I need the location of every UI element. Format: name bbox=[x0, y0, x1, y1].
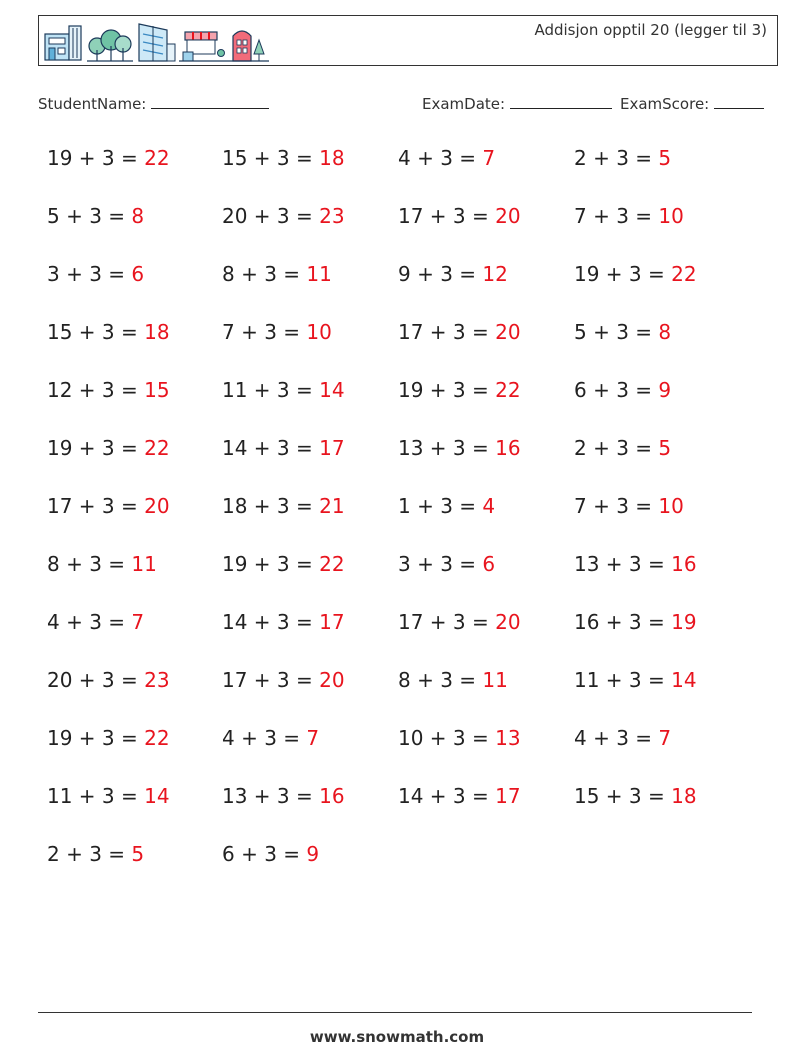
problem-item bbox=[398, 201, 521, 231]
problem-answer: 22 bbox=[144, 436, 170, 460]
problem-item bbox=[398, 665, 508, 695]
problem-answer: 14 bbox=[671, 668, 697, 692]
problem-item bbox=[47, 491, 170, 521]
problem-item bbox=[222, 317, 332, 347]
problem-answer: 16 bbox=[671, 552, 697, 576]
problem-item bbox=[398, 143, 495, 173]
problem-item bbox=[574, 665, 697, 695]
office-tower-icon bbox=[139, 24, 175, 61]
problem-item bbox=[574, 259, 697, 289]
problem-item bbox=[47, 839, 144, 869]
problem-question: 8 + 3 = bbox=[398, 668, 483, 692]
problem-question: 14 + 3 = bbox=[222, 610, 320, 634]
problem-question: 5 + 3 = bbox=[574, 320, 659, 344]
problem-answer: 20 bbox=[495, 320, 521, 344]
problem-question: 15 + 3 = bbox=[222, 146, 320, 170]
problem-item bbox=[222, 607, 345, 637]
problem-question: 19 + 3 = bbox=[47, 436, 145, 460]
problem-item bbox=[47, 723, 170, 753]
problem-question: 7 + 3 = bbox=[574, 204, 659, 228]
problem-question: 15 + 3 = bbox=[47, 320, 145, 344]
problem-item bbox=[398, 781, 521, 811]
problem-item bbox=[398, 723, 521, 753]
problem-answer: 10 bbox=[658, 494, 684, 518]
problem-item bbox=[47, 201, 144, 231]
problem-item bbox=[222, 491, 345, 521]
problem-answer: 20 bbox=[495, 610, 521, 634]
problem-item bbox=[398, 491, 495, 521]
problem-question: 7 + 3 = bbox=[222, 320, 307, 344]
problem-question: 17 + 3 = bbox=[222, 668, 320, 692]
problem-item bbox=[47, 375, 170, 405]
problem-question: 17 + 3 = bbox=[398, 320, 496, 344]
problem-answer: 6 bbox=[482, 552, 496, 576]
worksheet-title: Addisjon opptil 20 (legger til 3) bbox=[534, 21, 767, 39]
problem-answer: 19 bbox=[671, 610, 697, 634]
problem-item bbox=[574, 781, 697, 811]
problem-item bbox=[222, 143, 345, 173]
problem-answer: 16 bbox=[495, 436, 521, 460]
problem-answer: 23 bbox=[144, 668, 170, 692]
problem-item bbox=[398, 259, 508, 289]
problem-question: 3 + 3 = bbox=[398, 552, 483, 576]
problem-question: 19 + 3 = bbox=[574, 262, 672, 286]
problem-question: 5 + 3 = bbox=[47, 204, 132, 228]
problem-item bbox=[222, 839, 319, 869]
building-icon bbox=[45, 26, 81, 60]
problem-item bbox=[222, 549, 345, 579]
problem-question: 14 + 3 = bbox=[398, 784, 496, 808]
problem-question: 17 + 3 = bbox=[398, 204, 496, 228]
problem-question: 17 + 3 = bbox=[398, 610, 496, 634]
problem-item bbox=[222, 259, 332, 289]
phone-booth-icon bbox=[229, 31, 269, 61]
problem-answer: 7 bbox=[482, 146, 496, 170]
problem-item bbox=[574, 549, 697, 579]
problem-question: 6 + 3 = bbox=[574, 378, 659, 402]
problem-answer: 17 bbox=[319, 610, 345, 634]
exam-score-field[interactable] bbox=[620, 94, 764, 113]
problem-answer: 11 bbox=[306, 262, 332, 286]
problem-item bbox=[222, 375, 345, 405]
problem-answer: 7 bbox=[306, 726, 320, 750]
problem-item bbox=[574, 317, 671, 347]
problem-question: 20 + 3 = bbox=[47, 668, 145, 692]
problem-question: 4 + 3 = bbox=[222, 726, 307, 750]
problem-question: 6 + 3 = bbox=[222, 842, 307, 866]
problem-answer: 17 bbox=[319, 436, 345, 460]
problem-question: 11 + 3 = bbox=[47, 784, 145, 808]
problem-item bbox=[398, 375, 521, 405]
problem-answer: 14 bbox=[144, 784, 170, 808]
student-name-label: StudentName: bbox=[38, 95, 147, 113]
problem-answer: 22 bbox=[671, 262, 697, 286]
problem-item bbox=[222, 665, 345, 695]
problem-item bbox=[574, 201, 684, 231]
problem-question: 18 + 3 = bbox=[222, 494, 320, 518]
problem-question: 13 + 3 = bbox=[398, 436, 496, 460]
problem-question: 20 + 3 = bbox=[222, 204, 320, 228]
problem-item bbox=[47, 143, 170, 173]
problem-answer: 9 bbox=[306, 842, 320, 866]
problem-question: 19 + 3 = bbox=[47, 146, 145, 170]
problem-question: 12 + 3 = bbox=[47, 378, 145, 402]
problem-question: 3 + 3 = bbox=[47, 262, 132, 286]
problem-question: 11 + 3 = bbox=[574, 668, 672, 692]
problem-answer: 17 bbox=[495, 784, 521, 808]
problem-answer: 21 bbox=[319, 494, 345, 518]
problem-question: 14 + 3 = bbox=[222, 436, 320, 460]
problem-answer: 5 bbox=[658, 146, 672, 170]
problem-answer: 22 bbox=[144, 146, 170, 170]
problem-item bbox=[222, 781, 345, 811]
student-name-line[interactable] bbox=[151, 94, 269, 109]
problem-item bbox=[398, 607, 521, 637]
problem-answer: 20 bbox=[319, 668, 345, 692]
problem-item bbox=[47, 665, 170, 695]
problem-answer: 22 bbox=[319, 552, 345, 576]
problem-answer: 7 bbox=[131, 610, 145, 634]
problem-question: 7 + 3 = bbox=[574, 494, 659, 518]
problem-item bbox=[574, 433, 671, 463]
problem-answer: 8 bbox=[658, 320, 672, 344]
problem-item bbox=[574, 375, 671, 405]
problem-item bbox=[47, 317, 170, 347]
problem-answer: 16 bbox=[319, 784, 345, 808]
exam-score-label: ExamScore: bbox=[620, 95, 710, 113]
problem-item bbox=[398, 549, 495, 579]
exam-date-label: ExamDate: bbox=[422, 95, 506, 113]
problem-question: 2 + 3 = bbox=[574, 146, 659, 170]
problem-item bbox=[574, 143, 671, 173]
header-icons bbox=[43, 20, 271, 64]
problem-answer: 14 bbox=[319, 378, 345, 402]
problem-answer: 9 bbox=[658, 378, 672, 402]
footer-divider bbox=[38, 1012, 752, 1013]
problem-question: 2 + 3 = bbox=[574, 436, 659, 460]
problem-item bbox=[47, 549, 157, 579]
worksheet-header bbox=[38, 15, 778, 66]
problem-question: 9 + 3 = bbox=[398, 262, 483, 286]
footer-url: www.snowmath.com bbox=[309, 1028, 485, 1046]
problem-item bbox=[222, 201, 345, 231]
problem-question: 19 + 3 = bbox=[47, 726, 145, 750]
problem-item bbox=[398, 317, 521, 347]
problem-answer: 22 bbox=[495, 378, 521, 402]
problem-question: 17 + 3 = bbox=[47, 494, 145, 518]
problem-question: 19 + 3 = bbox=[398, 378, 496, 402]
problem-item bbox=[47, 607, 144, 637]
problem-question: 4 + 3 = bbox=[398, 146, 483, 170]
problem-answer: 11 bbox=[482, 668, 508, 692]
problem-question: 1 + 3 = bbox=[398, 494, 483, 518]
problem-question: 4 + 3 = bbox=[574, 726, 659, 750]
problem-question: 8 + 3 = bbox=[222, 262, 307, 286]
problem-question: 8 + 3 = bbox=[47, 552, 132, 576]
problem-item bbox=[222, 723, 319, 753]
problem-answer: 12 bbox=[482, 262, 508, 286]
problem-answer: 5 bbox=[131, 842, 145, 866]
student-name-field[interactable] bbox=[38, 94, 269, 113]
problem-item bbox=[398, 433, 521, 463]
problem-item bbox=[47, 259, 144, 289]
problem-answer: 5 bbox=[658, 436, 672, 460]
exam-date-field[interactable] bbox=[422, 94, 612, 113]
problem-question: 2 + 3 = bbox=[47, 842, 132, 866]
problem-answer: 18 bbox=[144, 320, 170, 344]
problem-question: 4 + 3 = bbox=[47, 610, 132, 634]
problem-question: 13 + 3 = bbox=[222, 784, 320, 808]
problem-answer: 15 bbox=[144, 378, 170, 402]
problem-item bbox=[47, 781, 170, 811]
exam-date-line[interactable] bbox=[510, 94, 612, 109]
student-info-fields bbox=[38, 94, 770, 116]
problem-answer: 20 bbox=[495, 204, 521, 228]
problem-answer: 22 bbox=[144, 726, 170, 750]
problem-question: 10 + 3 = bbox=[398, 726, 496, 750]
problem-question: 11 + 3 = bbox=[222, 378, 320, 402]
problem-answer: 8 bbox=[131, 204, 145, 228]
problem-question: 13 + 3 = bbox=[574, 552, 672, 576]
problem-answer: 10 bbox=[306, 320, 332, 344]
problem-answer: 4 bbox=[482, 494, 496, 518]
market-stall-icon bbox=[179, 32, 229, 61]
problem-item bbox=[574, 723, 671, 753]
problem-answer: 7 bbox=[658, 726, 672, 750]
problem-answer: 13 bbox=[495, 726, 521, 750]
trees-icon bbox=[87, 30, 133, 61]
problem-answer: 6 bbox=[131, 262, 145, 286]
problem-answer: 10 bbox=[658, 204, 684, 228]
problem-question: 15 + 3 = bbox=[574, 784, 672, 808]
problem-item bbox=[222, 433, 345, 463]
problem-answer: 18 bbox=[319, 146, 345, 170]
problem-question: 16 + 3 = bbox=[574, 610, 672, 634]
exam-score-line[interactable] bbox=[714, 94, 764, 109]
problem-item bbox=[574, 491, 684, 521]
problem-answer: 20 bbox=[144, 494, 170, 518]
problem-item bbox=[47, 433, 170, 463]
problem-item bbox=[574, 607, 697, 637]
problem-answer: 18 bbox=[671, 784, 697, 808]
problem-answer: 23 bbox=[319, 204, 345, 228]
problem-answer: 11 bbox=[131, 552, 157, 576]
problem-question: 19 + 3 = bbox=[222, 552, 320, 576]
